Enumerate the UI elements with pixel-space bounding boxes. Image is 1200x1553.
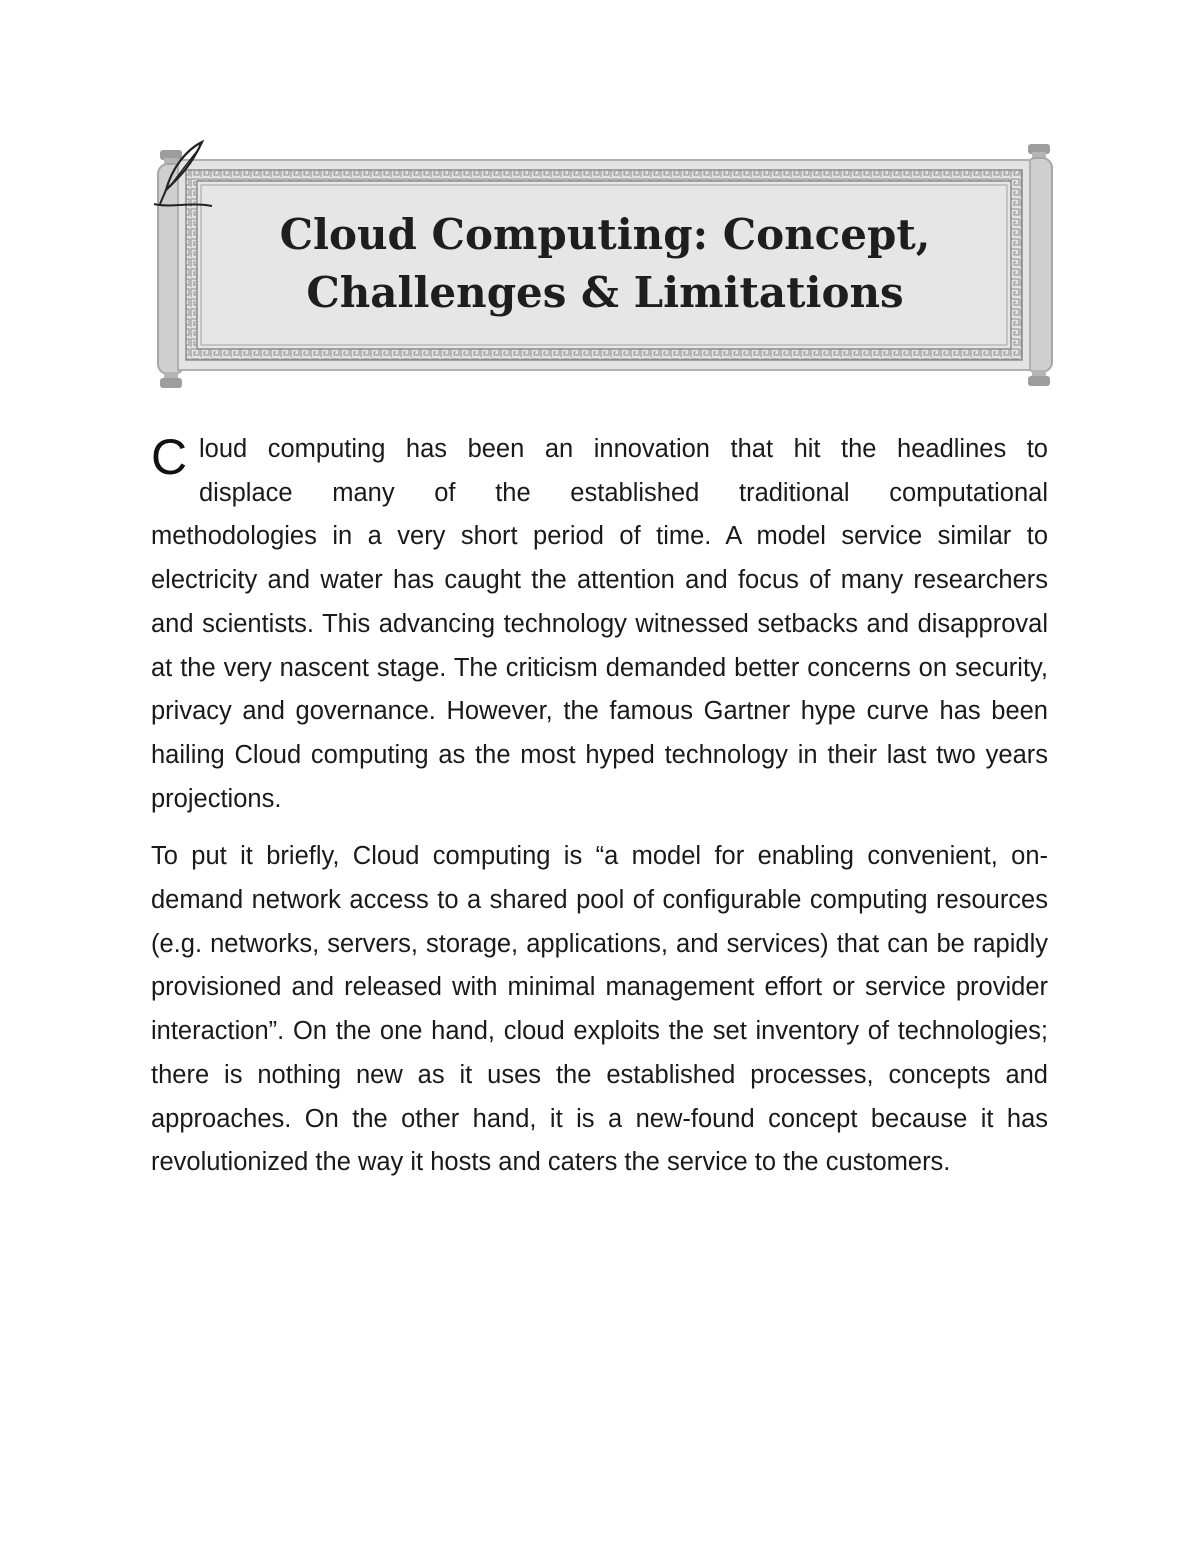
title-line-2: Challenges & Limitations — [306, 268, 904, 317]
paragraph-1-line-2: displace many of the established traditional computational — [199, 478, 1048, 507]
paragraph-1-line-1: loud computing has been an innovation that hit the headlines to — [199, 435, 1048, 463]
title-banner — [150, 138, 1060, 390]
quill-icon — [150, 138, 220, 213]
title-line-1: Cloud Computing: Concept, — [279, 210, 931, 259]
paragraph-1 — [151, 428, 1048, 821]
drop-cap: C — [151, 429, 188, 485]
article-body — [151, 428, 1048, 1199]
page-title — [190, 206, 1020, 322]
paragraph-1-rest: methodologies in a very short period of time. A model service similar to electricity and water has caught the attention and focus of many researchers and scientists. This advancing technology witnessed setbacks and disapproval at the very nascent stage. The criticism demanded better concerns on security, privacy and governance. However, the famous Gartner hype curve has been hailing Cloud computing as the most hyped technology in their last two years projections. — [151, 522, 1048, 813]
paragraph-2: To put it briefly, Cloud computing is “a model for enabling convenient, on-demand network access to a shared pool of configurable computing resources (e.g. networks, servers, storage, applications, and services) that can be rapidly provisioned and released with minimal management effort or service provider interaction”. On the one hand, cloud exploits the set inventory of technologies; there is nothing new as it uses the established processes, concepts and approaches. On the other hand, it is a new-found concept because it has revolutionized the way it hosts and caters the service to the customers. — [151, 842, 1048, 1177]
